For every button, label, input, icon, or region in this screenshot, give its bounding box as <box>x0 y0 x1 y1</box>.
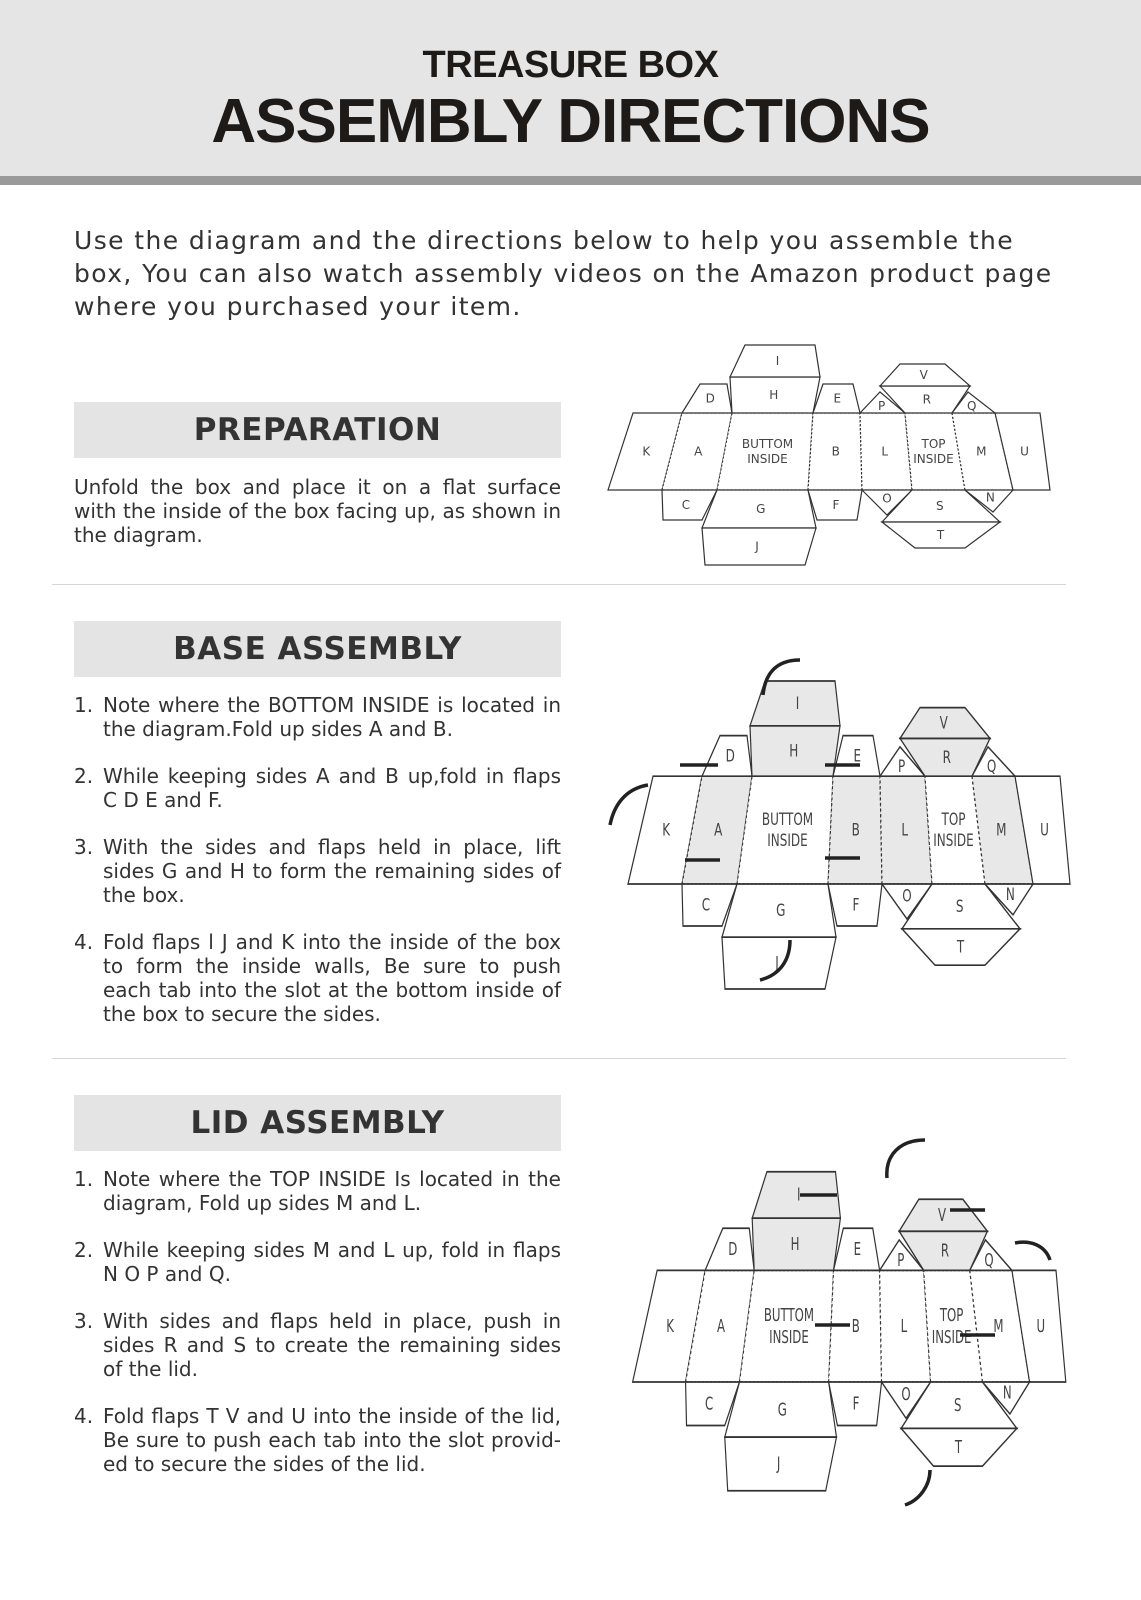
panel-label-k: K <box>666 1315 674 1337</box>
panel-label-m: M <box>996 820 1007 841</box>
panel-label-h: H <box>789 741 799 762</box>
panel-label-bot: INSIDE <box>767 831 808 851</box>
panel-label-a: A <box>717 1315 726 1337</box>
step-number: 1. <box>74 693 94 717</box>
panel-label-d: D <box>728 1238 738 1260</box>
panel-label-n: N <box>1002 1382 1012 1404</box>
panel-label-l: L <box>901 820 909 841</box>
panel-label-m: M <box>976 444 987 459</box>
panel-j <box>725 1437 837 1491</box>
panel-label-bot: BUTTOM <box>763 1304 815 1326</box>
panel-label-e: E <box>833 391 842 406</box>
panel-label-i: I <box>795 694 800 714</box>
panel-label-q: Q <box>986 757 997 777</box>
panel-label-o: O <box>901 1383 911 1405</box>
panel-label-j: J <box>775 953 779 974</box>
panel-label-g: G <box>756 502 766 516</box>
panel-label-u: U <box>1036 1315 1046 1337</box>
panel-label-o: O <box>902 886 912 906</box>
panel-j <box>722 937 836 989</box>
panel-label-bot: BUTTOM <box>741 437 794 451</box>
section-divider <box>52 584 1066 585</box>
panel-label-top: INSIDE <box>933 831 974 851</box>
header-divider <box>0 176 1141 185</box>
base-step <box>74 693 561 741</box>
panel-label-d: D <box>725 746 735 767</box>
step-text: While keeping sides M and L up, fold in flaps N O P and Q. <box>103 1238 561 1286</box>
base-assembly-heading: BASE ASSEMBLY <box>74 621 561 677</box>
panel-label-a: A <box>714 820 723 841</box>
panel-label-j: J <box>755 539 759 554</box>
panel-label-p: P <box>878 399 886 413</box>
panel-label-k: K <box>662 820 671 841</box>
panel-label-s: S <box>935 499 944 513</box>
panel-label-bot: INSIDE <box>747 452 788 466</box>
panel-label-c: C <box>701 895 711 916</box>
lid-assembly-steps <box>74 1167 561 1499</box>
panel-label-a: A <box>694 444 703 459</box>
fold-arrow-icon <box>610 785 648 825</box>
panel-label-top: TOP <box>921 437 946 451</box>
panel-bot <box>737 776 833 884</box>
lid-step <box>74 1404 561 1476</box>
panel-label-t: T <box>936 528 945 542</box>
panel-label-r: R <box>922 392 931 407</box>
panel-label-f: F <box>852 895 860 916</box>
step-number: 3. <box>74 1309 94 1333</box>
panel-label-g: G <box>776 901 786 921</box>
step-number: 4. <box>74 930 94 954</box>
step-number: 3. <box>74 835 94 859</box>
title-assembly-directions: ASSEMBLY DIRECTIONS <box>211 87 930 156</box>
panel-label-n: N <box>1005 884 1015 905</box>
net-group <box>633 1172 1066 1491</box>
lid-step <box>74 1238 561 1286</box>
panel-label-bot: INSIDE <box>769 1326 809 1348</box>
intro-text: Use the diagram and the directions below to help you assemble the box, You can also watch assembly videos on the Amazon product page where you purchased your item. <box>74 226 1053 321</box>
step-text: With the sides and flaps held in place, lift sides G and H to form the remaining sides of the box. <box>103 835 561 907</box>
panel-j <box>702 528 816 565</box>
panel-label-b: B <box>851 1315 860 1337</box>
panel-label-h: H <box>769 388 779 402</box>
base-step <box>74 835 561 907</box>
panel-label-t: T <box>956 937 965 958</box>
panel-label-c: C <box>681 498 691 512</box>
step-text: Fold flaps T V and U into the inside of the lid, Be sure to push each tab into the slot provid-ed to secure the sides of the lid. <box>103 1404 561 1476</box>
step-text: While keeping sides A and B up,fold in flaps C D E and F. <box>103 764 561 812</box>
panel-label-o: O <box>882 491 892 506</box>
panel-label-e: E <box>853 1238 862 1260</box>
panel-label-u: U <box>1020 444 1029 459</box>
panel-label-r: R <box>940 1240 950 1262</box>
panel-label-l: L <box>881 444 889 459</box>
panel-label-v: V <box>939 713 948 734</box>
panel-label-h: H <box>790 1233 800 1255</box>
panel-label-f: F <box>832 498 840 512</box>
lid-step <box>74 1167 561 1215</box>
panel-label-b: B <box>851 820 860 841</box>
step-text: Fold flaps l J and K into the inside of the box to form the inside walls, Be sure to push each tab into the slot at the bottom inside of the box to secure the sides. <box>103 930 561 1026</box>
panel-label-top: TOP <box>941 810 966 830</box>
lid-assembly-heading: LID ASSEMBLY <box>74 1095 561 1151</box>
panel-label-i: I <box>775 354 780 368</box>
panel-label-r: R <box>942 747 951 768</box>
step-number: 2. <box>74 1238 94 1262</box>
fold-arrow-icon <box>905 1470 930 1505</box>
preparation-heading: PREPARATION <box>74 402 561 458</box>
diagram-lid-assembly <box>615 1140 1065 1510</box>
panel-label-v: V <box>938 1204 947 1226</box>
section-divider <box>52 1058 1066 1059</box>
panel-label-bot: BUTTOM <box>761 810 814 830</box>
panel-label-i: I <box>797 1184 801 1206</box>
panel-label-q: Q <box>966 399 977 413</box>
net-group <box>608 345 1050 565</box>
panel-label-s: S <box>955 897 964 917</box>
fold-arrow-icon <box>887 1140 925 1178</box>
panel-label-v: V <box>919 368 928 382</box>
step-text: Note where the BOTTOM INSIDE is located in the diagram.Fold up sides A and B. <box>103 693 561 741</box>
panel-label-q: Q <box>984 1249 994 1271</box>
step-text: With sides and flaps held in place, push in sides R and S to create the remaining sides of the lid. <box>103 1309 561 1381</box>
preparation-text: Unfold the box and place it on a flat surface with the inside of the box facing up, as shown in the diagram. <box>74 475 561 547</box>
diagram-base-assembly <box>610 660 1070 990</box>
panel-label-t: T <box>954 1436 963 1458</box>
lid-step <box>74 1309 561 1381</box>
panel-label-n: N <box>985 490 995 505</box>
step-number: 2. <box>74 764 94 788</box>
panel-label-g: G <box>777 1398 787 1421</box>
panel-label-b: B <box>831 444 840 459</box>
step-text: Note where the TOP INSIDE Is located in the diagram, Fold up sides M and L. <box>103 1167 561 1215</box>
panel-label-k: K <box>642 444 651 459</box>
panel-label-e: E <box>853 746 862 767</box>
panel-label-p: P <box>897 1249 905 1271</box>
panel-label-top: INSIDE <box>931 1326 972 1348</box>
base-step <box>74 764 561 812</box>
panel-label-p: P <box>898 757 906 777</box>
base-step <box>74 930 561 1026</box>
panel-label-f: F <box>852 1393 860 1415</box>
panel-label-u: U <box>1040 820 1049 841</box>
panel-label-top: INSIDE <box>913 452 954 466</box>
panel-label-l: L <box>900 1315 908 1337</box>
title-treasure-box: TREASURE BOX <box>422 44 719 86</box>
panel-label-j: J <box>776 1453 781 1475</box>
panel-label-s: S <box>954 1394 962 1416</box>
diagram-unfolded-box <box>600 330 1060 565</box>
panel-label-d: D <box>705 391 715 406</box>
base-assembly-steps <box>74 693 561 1049</box>
panel-label-top: TOP <box>939 1304 964 1326</box>
fold-arrow-icon <box>1015 1242 1050 1260</box>
net-group <box>628 681 1070 989</box>
step-number: 4. <box>74 1404 94 1428</box>
step-number: 1. <box>74 1167 94 1191</box>
panel-label-c: C <box>704 1393 714 1415</box>
panel-label-m: M <box>993 1315 1004 1337</box>
